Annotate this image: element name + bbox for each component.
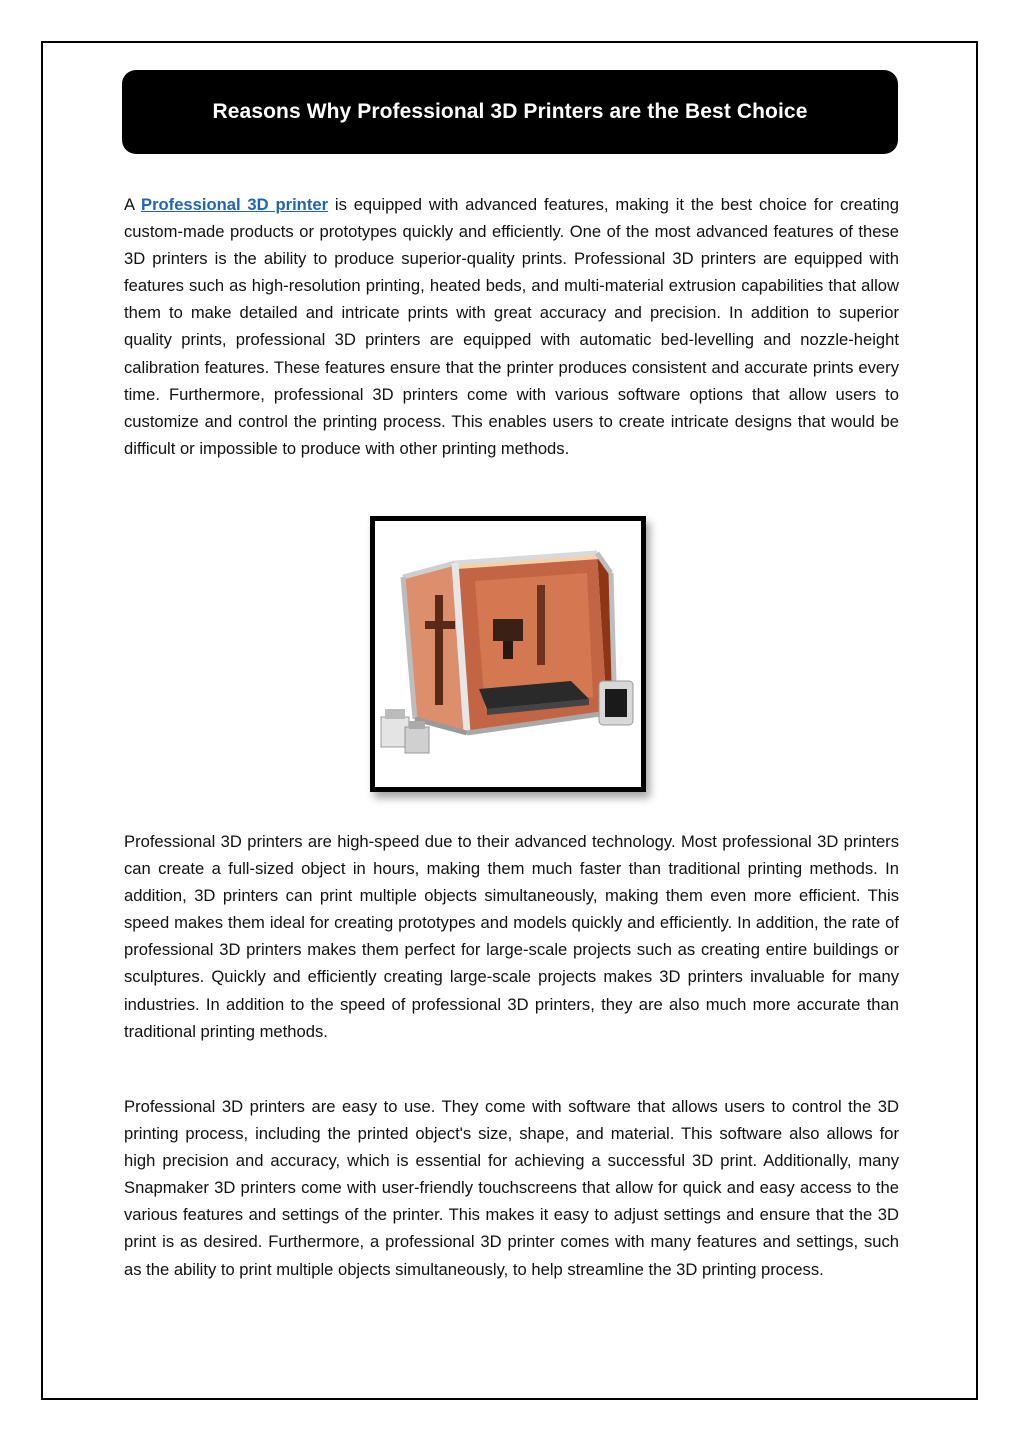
title-banner bbox=[122, 70, 898, 154]
paragraph-speed: Professional 3D printers are high-speed due to their advanced technology. Most professional 3D printers can create a full-sized object in hours, making them much faster than traditional printing methods. In addition, 3D printers can print multiple objects simultaneously, making them even more efficient. This speed makes them ideal for creating prototypes and models quickly and efficiently. In addition, the rate of professional 3D printers makes them perfect for large-scale projects such as creating entire buildings or sculptures. Quickly and efficiently creating large-scale projects makes 3D printers invaluable for many industries. In addition to the speed of professional 3D printers, they are also much more accurate than traditional printing methods. bbox=[124, 832, 899, 1041]
paragraph-ease-of-use: Professional 3D printers are easy to use. They come with software that allows users to control the 3D printing process, including the printed object's size, shape, and material. This software also allows for high precision and accuracy, which is essential for achieving a successful 3D print. Additionally, many Snapmaker 3D printers come with user-friendly touchscreens that allow for quick and easy access to the various features and settings of the printer. This makes it easy to adjust settings and ensure that the 3D print is as desired. Furthermore, a professional 3D printer comes with many features and settings, such as the ability to print multiple objects simultaneously, to help streamline the 3D printing process. bbox=[124, 1097, 899, 1279]
intro-prefix: A bbox=[124, 195, 141, 214]
paragraph-intro bbox=[124, 191, 899, 462]
3d-printer-image bbox=[375, 521, 641, 787]
intro-body: is equipped with advanced features, making it the best choice for creating custom-made products or prototypes quickly and efficiently. One of the most advanced features of these 3D printers is the ability to produce superior-quality prints. Professional 3D printers are equipped with features such as high-resolution printing, heated beds, and multi-material extrusion capabilities that allow them to make detailed and intricate prints with great accuracy and precision. In addition to superior quality prints, professional 3D printers are equipped with automatic bed-levelling and nozzle-height calibration features. These features ensure that the printer produces consistent and accurate prints every time. Furthermore, professional 3D printers come with various software options that allow users to customize and control the printing process. This enables users to create intricate designs that would be difficult or impossible to produce with other printing methods. bbox=[124, 195, 899, 458]
printer-image-frame bbox=[370, 516, 646, 792]
page-title: Reasons Why Professional 3D Printers are the Best Choice bbox=[212, 100, 808, 123]
professional-3d-printer-link[interactable]: Professional 3D printer bbox=[141, 195, 329, 214]
